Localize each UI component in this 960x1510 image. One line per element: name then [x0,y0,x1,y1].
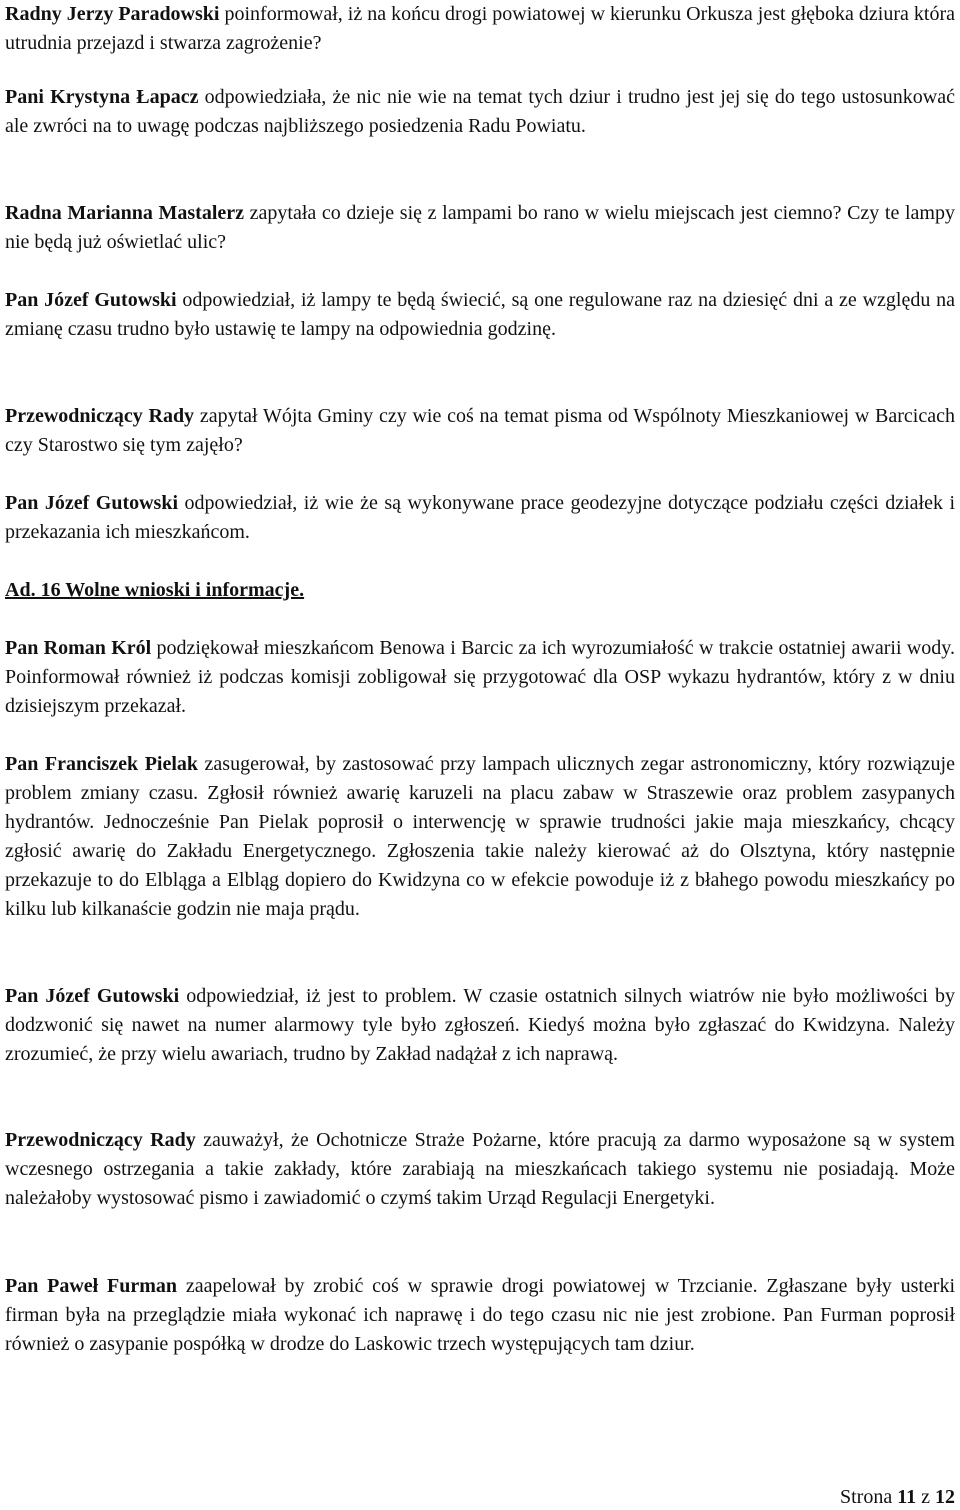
paragraph [5,0,955,58]
speaker-name: Pan Józef Gutowski [5,985,180,1007]
paragraph-text: zaapelował by zrobić coś w sprawie drogi powiatowej w Trzcianie. Zgłaszane były usterki firman była na przeglądzie miała wykonać ich naprawę i do tego czasu nic nie jest zrobione. Pan Furman poprosił również o zasypanie pospółką w drodze do Laskowic trzech występujących tam dziur. [5,1275,956,1355]
speaker-name: Pan Józef Gutowski [5,289,177,311]
paragraph [5,1126,955,1213]
speaker-name: Radny Jerzy Paradowski [5,3,220,25]
speaker-name: Przewodniczący Rady [5,405,195,427]
speaker-name: Radna Marianna Mastalerz [5,202,245,224]
paragraph-text: odpowiedział, iż wie że są wykonywane prace geodezyjne dotyczące podziału części działek i przekazania ich mieszkańcom. [5,492,956,543]
paragraph [5,982,955,1069]
paragraph-text: odpowiedział, iż jest to problem. W czasie ostatnich silnych wiatrów nie było możliwości by dodzwonić się nawet na numer alarmowy tyle było zgłoszeń. Kiedyś można było zgłaszać do Kwidzyna. Należy zrozumieć, że przy wielu awariach, trudno by Zakład nadążał z ich naprawą. [5,985,955,1065]
page-total: 12 [935,1486,955,1508]
paragraph-text: zapytał Wójta Gminy czy wie coś na temat pisma od Wspólnoty Mieszkaniowej w Barcicach czy Starostwo się tym zajęło? [5,405,955,456]
paragraph-text: zauważył, że Ochotnicze Straże Pożarne, które pracują za darmo wyposażone są w system wczesnego ostrzegania a takie zakłady, które zarabiają na mieszkańcach takiego systemu nie posiadają. Może należałoby wystosować pismo i zawiadomić o czymś takim Urząd Regulacji Energetyki. [5,1129,955,1209]
speaker-name: Pan Roman Król [5,637,152,659]
page-number [840,1484,955,1510]
paragraph [5,1272,955,1359]
paragraph [5,750,955,924]
paragraph-text: odpowiedziała, że nic nie wie na temat tych dziur i trudno jest jej się do tego ustosunkować ale zwróci na to uwagę podczas najbliższego posiedzenia Radu Powiatu. [5,86,955,137]
speaker-name: Pan Paweł Furman [5,1275,178,1297]
section-heading: Ad. 16 Wolne wnioski i informacje. [5,579,305,601]
paragraph [5,199,955,257]
speaker-name: Przewodniczący Rady [5,1129,196,1151]
paragraph-text: podziękował mieszkańcom Benowa i Barcic za ich wyrozumiałość w trakcie ostatniej awarii wody. Poinformował również iż podczas komisji zobligował się przygotować dla OSP wykazu hydrantów, który z w dniu dzisiejszym przekazał. [5,637,956,717]
paragraph [5,489,955,547]
speaker-name: Pan Franciszek Pielak [5,753,199,775]
page-number-separator: z [916,1486,935,1508]
paragraph-text: zasugerował, by zastosować przy lampach ulicznych zegar astronomiczny, który rozwiązuje problem zmiany czasu. Zgłosił również awarię karuzeli na placu zabaw w Straszewie oraz problem zasypanych hydrantów. Jednocześnie Pan Pielak poprosił o interwencję w sprawie trudności jakie maja mieszkańcy, chcący zgłosić awarię do Zakładu Energetycznego. Zgłoszenia takie należy kierować aż do Olsztyna, który następnie przekazuje to do Elbląga a Elbląg dopiero do Kwidzyna co w efekcie powoduje iż z błahego powodu mieszkańcy po kilku lub kilkanaście godzin nie maja prądu. [5,753,955,920]
paragraph-text: poinformował, iż na końcu drogi powiatowej w kierunku Orkusza jest głęboka dziura która utrudnia przejazd i stwarza zagrożenie? [5,3,955,54]
page-number-prefix: Strona [839,1486,898,1508]
paragraph-text: zapytała co dzieje się z lampami bo rano w wielu miejscach jest ciemno? Czy te lampy nie będą już oświetlać ulic? [5,202,955,253]
speaker-name: Pan Józef Gutowski [5,492,179,514]
paragraph [5,286,955,344]
page-current: 11 [897,1486,917,1508]
paragraph [5,402,955,460]
paragraph-text: odpowiedział, iż lampy te będą świecić, są one regulowane raz na dziesięć dni a ze względu na zmianę czasu trudno było ustawię te lampy na odpowiednia godzinę. [5,289,956,340]
paragraph [5,83,955,141]
paragraph [5,634,955,721]
speaker-name: Pani Krystyna Łapacz [5,86,199,108]
